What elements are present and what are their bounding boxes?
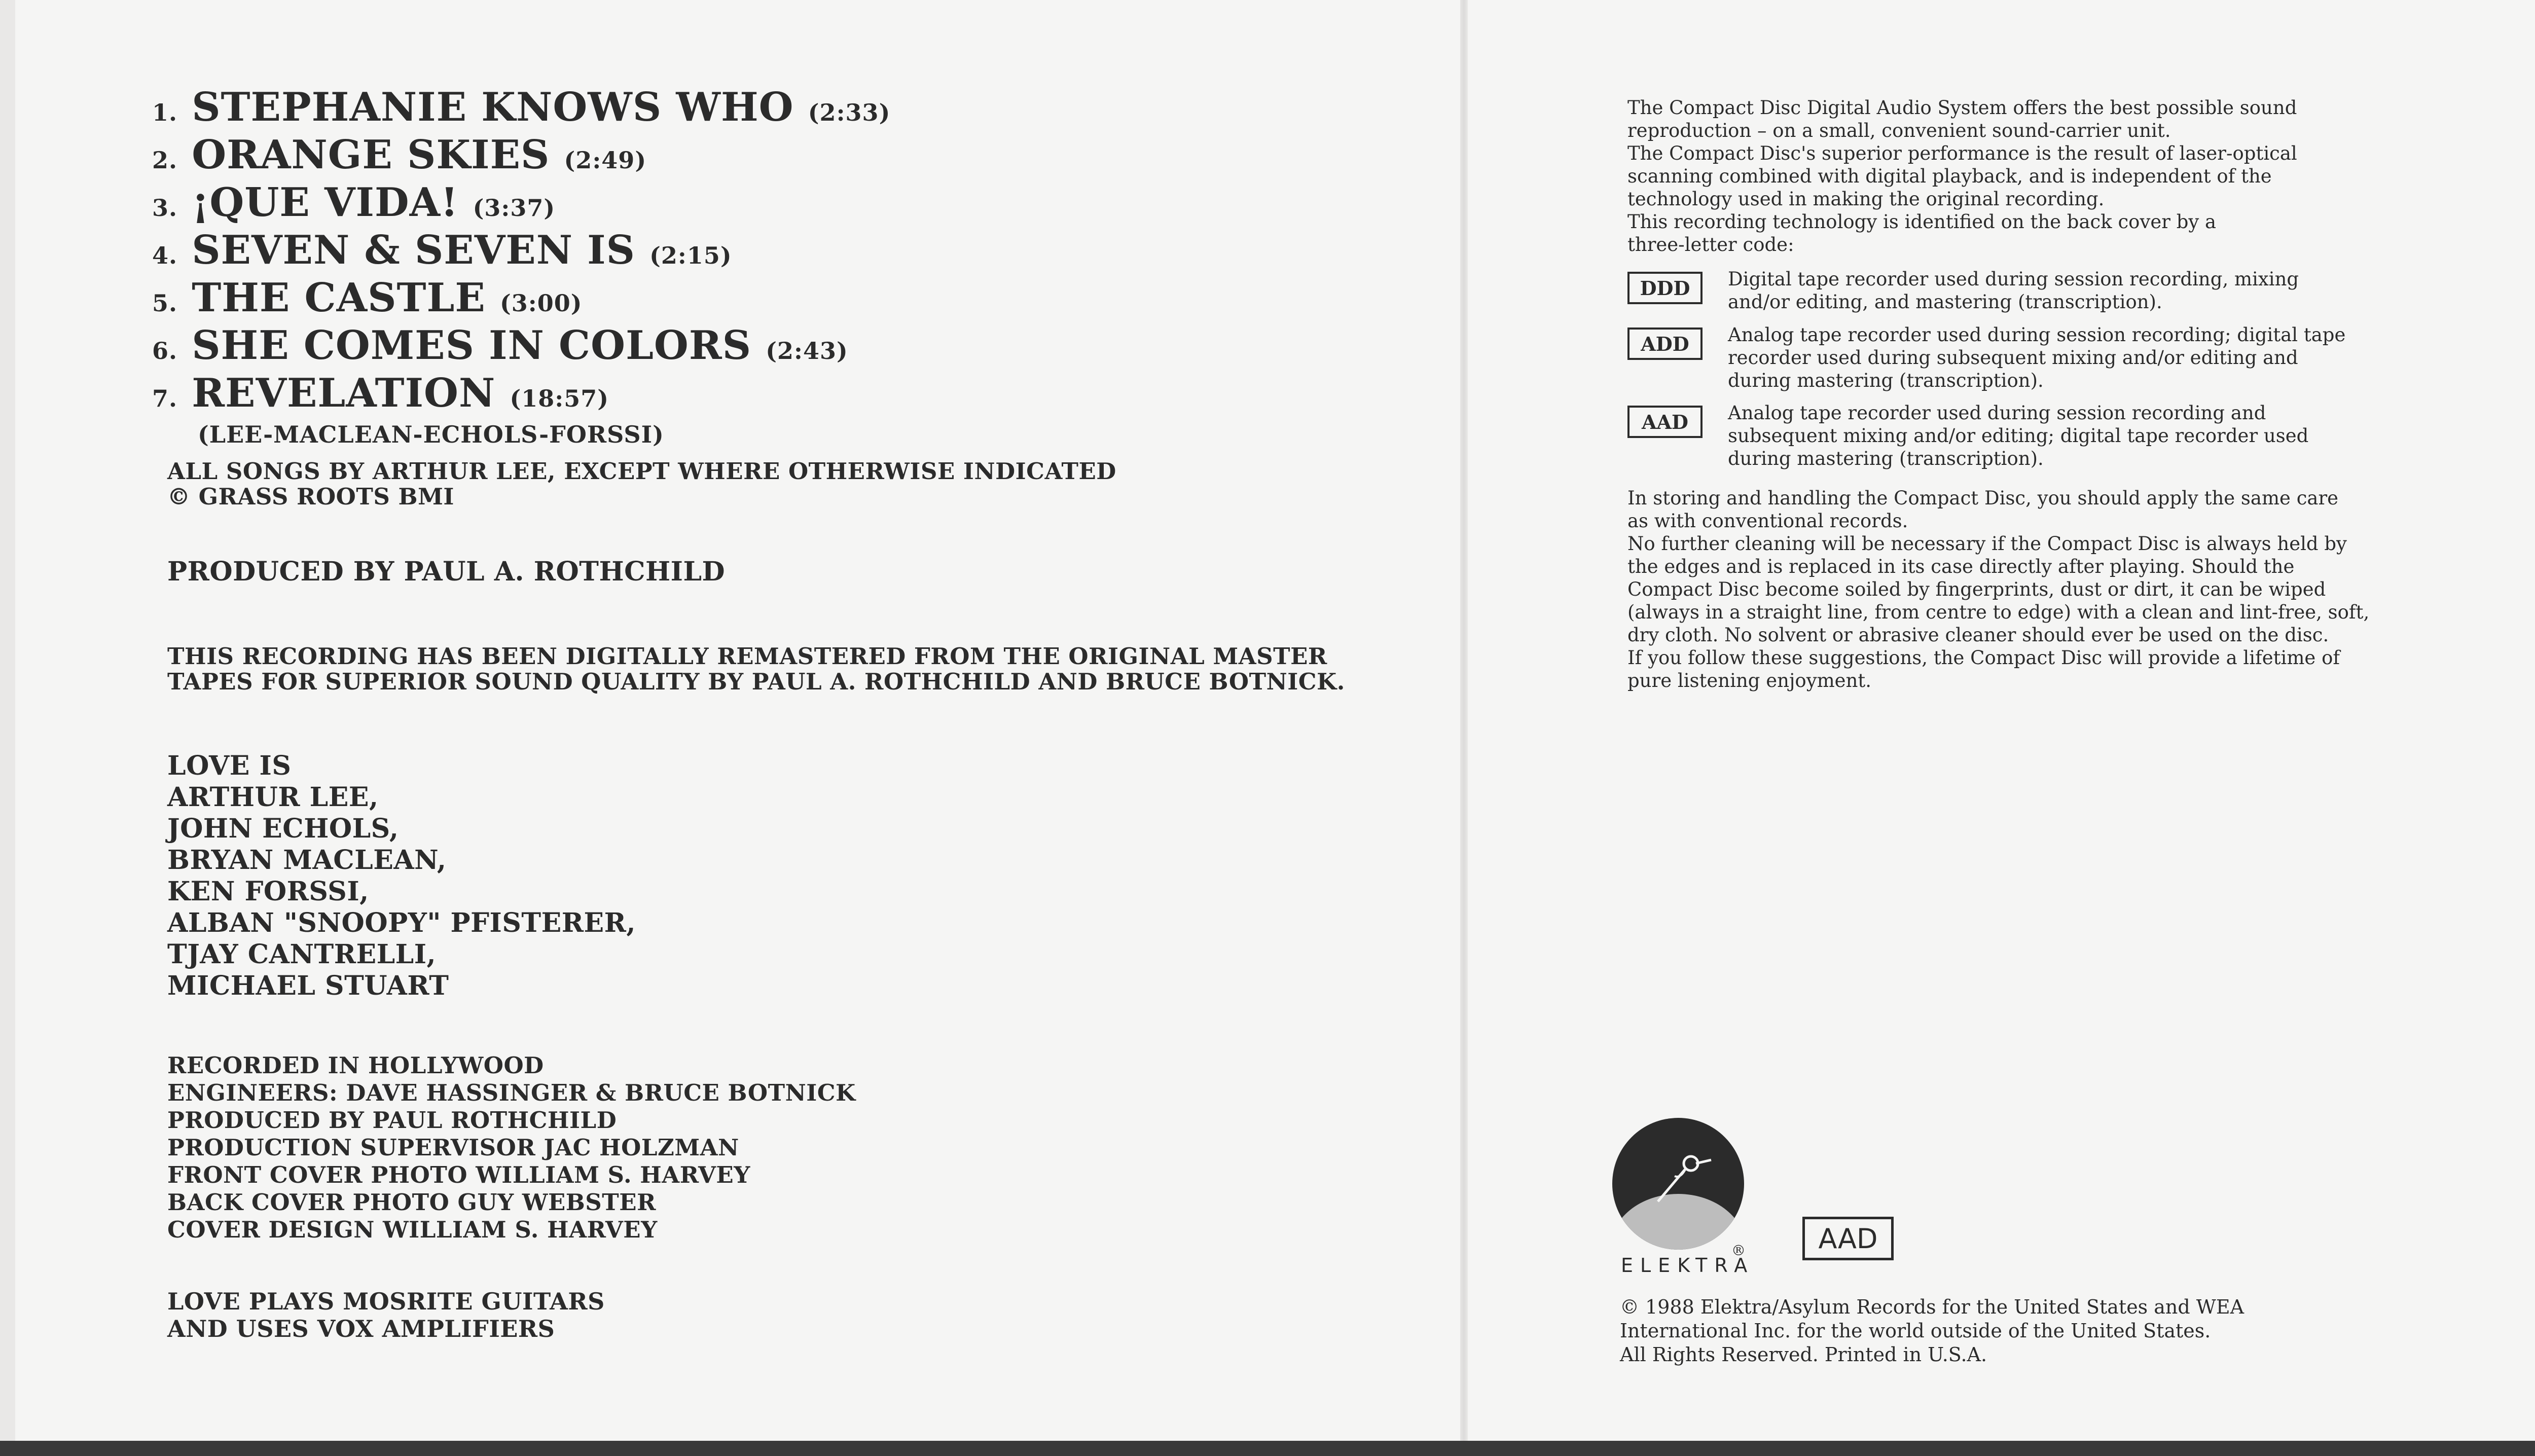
- elektra-logo-icon: [1610, 1115, 1752, 1252]
- track-duration: (2:49): [564, 147, 647, 174]
- track-title: STEPHANIE KNOWS WHO: [192, 84, 794, 130]
- code-row-ddd: [1627, 268, 2299, 313]
- code-row-add: [1627, 323, 2345, 392]
- track-duration: (2:33): [808, 99, 891, 126]
- track-duration: (3:37): [473, 194, 556, 222]
- code-description: [1728, 323, 2345, 392]
- track-item: [152, 324, 890, 372]
- tracklist: [152, 86, 890, 449]
- code-badge: ADD: [1627, 327, 1703, 360]
- text-line: TAPES FOR SUPERIOR SOUND QUALITY BY PAUL A. ROTHCHILD AND BRUCE BOTNICK.: [167, 668, 1345, 695]
- text-line: reproduction – on a small, convenient sound-carrier unit.: [1627, 120, 2171, 141]
- code-badge: AAD: [1627, 406, 1703, 438]
- text-line: LOVE IS: [167, 750, 292, 781]
- text-line: recorder used during subsequent mixing and/or editing and: [1728, 347, 2298, 369]
- track-title: ¡QUE VIDA!: [192, 179, 459, 226]
- producer-credit: PRODUCED BY PAUL A. ROTHCHILD: [167, 556, 726, 587]
- text-line: BRYAN MACLEAN,: [167, 845, 447, 876]
- text-line: Digital tape recorder used during session recording, mixing: [1728, 268, 2299, 290]
- text-line: MICHAEL STUART: [167, 970, 449, 1001]
- text-line: PRODUCED BY PAUL ROTHCHILD: [167, 1107, 617, 1134]
- code-row-aad: [1627, 402, 2308, 470]
- equipment-note: [167, 1288, 605, 1342]
- text-line: Analog tape recorder used during session recording; digital tape: [1728, 324, 2346, 346]
- text-line: TJAY CANTRELLI,: [167, 939, 437, 970]
- track-item: [152, 277, 890, 324]
- aad-badge: AAD: [1802, 1217, 1894, 1260]
- track-item: [152, 86, 890, 134]
- track-item: [152, 181, 890, 229]
- text-line: during mastering (transcription).: [1728, 448, 2044, 469]
- text-line: No further cleaning will be necessary if the Compact Disc is always held by: [1627, 533, 2347, 555]
- recording-credits: [167, 1052, 856, 1244]
- text-line: JOHN ECHOLS,: [167, 813, 399, 844]
- text-line: RECORDED IN HOLLYWOOD: [167, 1052, 544, 1079]
- text-line: THIS RECORDING HAS BEEN DIGITALLY REMASTERED FROM THE ORIGINAL MASTER: [167, 643, 1327, 670]
- text-line: three-letter code:: [1627, 234, 1794, 256]
- track-title: ORANGE SKIES: [192, 132, 550, 178]
- text-line: If you follow these suggestions, the Compact Disc will provide a lifetime of: [1627, 647, 2340, 669]
- text-line: This recording technology is identified on the back cover by a: [1627, 211, 2217, 233]
- songwriter-credit: [167, 459, 1116, 509]
- text-line: The Compact Disc Digital Audio System offers the best possible sound: [1627, 97, 2297, 119]
- track-title: SHE COMES IN COLORS: [192, 322, 752, 369]
- text-line: The Compact Disc's superior performance is the result of laser-optical: [1627, 142, 2297, 164]
- text-line: (always in a straight line, from centre to edge) with a clean and lint-free, soft,: [1627, 601, 2370, 623]
- text-line: dry cloth. No solvent or abrasive cleaner should ever be used on the disc.: [1627, 624, 2329, 646]
- text-line: International Inc. for the world outside of the United States.: [1620, 1320, 2211, 1342]
- elektra-wordmark: ELEKTRA: [1621, 1254, 1755, 1277]
- track-number: 3.: [152, 194, 178, 222]
- text-line: ALBAN "SNOOPY" PFISTERER,: [167, 907, 636, 938]
- text-line: COVER DESIGN WILLIAM S. HARVEY: [167, 1216, 658, 1243]
- track-number: 7.: [152, 385, 178, 412]
- text-line: ALL SONGS BY ARTHUR LEE, EXCEPT WHERE OTHERWISE INDICATED: [167, 458, 1116, 485]
- text-line: and/or editing, and mastering (transcription).: [1728, 291, 2162, 313]
- track-title: THE CASTLE: [192, 275, 486, 321]
- track-duration: (3:00): [499, 289, 583, 317]
- track-number: 6.: [152, 337, 178, 365]
- track-writers: (LEE-MACLEAN-ECHOLS-FORSSI): [198, 421, 664, 448]
- track-item: [152, 134, 890, 181]
- text-line: as with conventional records.: [1627, 510, 1908, 532]
- text-line: scanning combined with digital playback, and is independent of the: [1627, 165, 2272, 187]
- registered-mark: ®: [1731, 1242, 1746, 1259]
- code-description: [1728, 268, 2299, 313]
- code-description: [1728, 402, 2308, 470]
- cd-care-text: [1627, 487, 2369, 692]
- text-line: © GRASS ROOTS BMI: [167, 483, 454, 510]
- text-line: technology used in making the original recording.: [1627, 188, 2105, 210]
- text-line: during mastering (transcription).: [1728, 370, 2044, 391]
- track-title: REVELATION: [192, 370, 496, 416]
- text-line: BACK COVER PHOTO GUY WEBSTER: [167, 1189, 656, 1216]
- text-line: pure listening enjoyment.: [1627, 670, 1872, 691]
- cd-intro-text: [1627, 96, 2297, 256]
- text-line: PRODUCTION SUPERVISOR JAC HOLZMAN: [167, 1134, 739, 1161]
- text-line: LOVE PLAYS MOSRITE GUITARS: [167, 1288, 605, 1315]
- track-duration: (18:57): [510, 385, 609, 412]
- text-line: Compact Disc become soiled by fingerprints, dust or dirt, it can be wiped: [1627, 578, 2326, 600]
- text-line: the edges and is replaced in its case directly after playing. Should the: [1627, 556, 2295, 577]
- copyright-notice: [1620, 1295, 2244, 1367]
- text-line: FRONT COVER PHOTO WILLIAM S. HARVEY: [167, 1161, 750, 1188]
- track-number: 2.: [152, 147, 178, 174]
- track-item: [152, 372, 890, 449]
- track-duration: (2:15): [649, 242, 732, 269]
- text-line: AND USES VOX AMPLIFIERS: [167, 1315, 555, 1342]
- text-line: KEN FORSSI,: [167, 876, 369, 907]
- text-line: © 1988 Elektra/Asylum Records for the United States and WEA: [1620, 1296, 2244, 1318]
- track-item: [152, 229, 890, 277]
- text-line: Analog tape recorder used during session recording and: [1728, 402, 2266, 424]
- text-line: subsequent mixing and/or editing; digital tape recorder used: [1728, 425, 2309, 447]
- track-number: 1.: [152, 99, 178, 126]
- page-fold: [1460, 0, 1468, 1441]
- remaster-note: [167, 644, 1345, 695]
- code-badge: DDD: [1627, 272, 1703, 304]
- text-line: All Rights Reserved. Printed in U.S.A.: [1620, 1343, 1987, 1366]
- track-duration: (2:43): [766, 337, 848, 365]
- text-line: ARTHUR LEE,: [167, 782, 379, 813]
- track-number: 5.: [152, 289, 178, 317]
- track-number: 4.: [152, 242, 178, 269]
- text-line: In storing and handling the Compact Disc, you should apply the same care: [1627, 487, 2339, 509]
- band-members: [167, 750, 636, 1002]
- track-title: SEVEN & SEVEN IS: [192, 227, 635, 273]
- elektra-logo: [1610, 1115, 1755, 1277]
- text-line: ENGINEERS: DAVE HASSINGER & BRUCE BOTNICK: [167, 1079, 856, 1106]
- scan-edge: [0, 1441, 2535, 1456]
